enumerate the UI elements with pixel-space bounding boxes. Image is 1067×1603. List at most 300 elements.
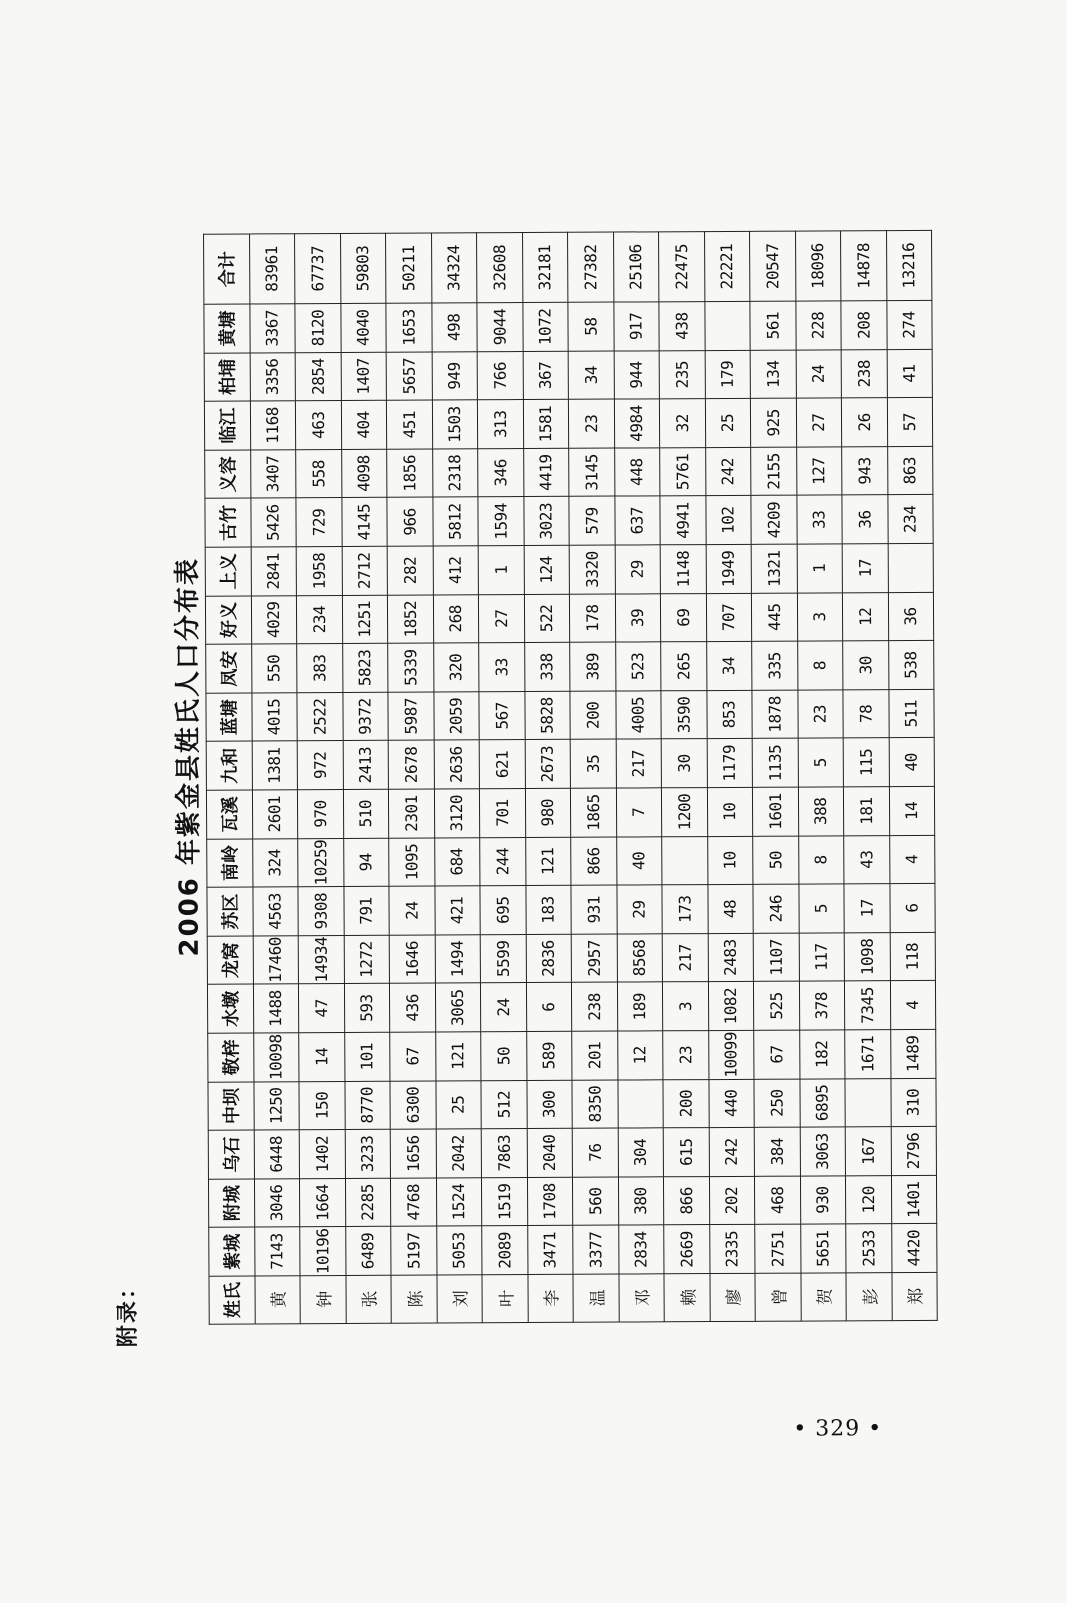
- population-cell: 695: [480, 886, 526, 935]
- population-cell: 2040: [527, 1129, 573, 1178]
- surname-cell: 陈: [391, 1275, 437, 1323]
- population-cell: 567: [479, 691, 525, 740]
- population-cell: 3233: [345, 1129, 391, 1178]
- population-cell: 14934: [298, 935, 344, 984]
- population-cell: 8120: [295, 304, 341, 353]
- population-cell: 550: [251, 644, 297, 693]
- population-cell: 120: [845, 1175, 891, 1224]
- population-cell: 36: [842, 495, 888, 544]
- population-cell: 1: [478, 546, 524, 595]
- population-cell: 944: [614, 351, 660, 400]
- population-cell: 383: [297, 644, 343, 693]
- surname-cell: 赖: [664, 1274, 710, 1322]
- population-cell: 558: [296, 449, 342, 498]
- population-cell: 4: [890, 981, 936, 1030]
- surname-cell: 李: [527, 1274, 573, 1322]
- population-cell: 10259: [298, 838, 344, 887]
- surname-cell: 叶: [482, 1275, 528, 1323]
- population-cell: 1179: [707, 739, 753, 788]
- table-row: [340, 233, 391, 1323]
- population-cell: 1072: [522, 302, 568, 351]
- population-cell: 1581: [523, 400, 569, 449]
- population-cell: 47: [298, 984, 344, 1033]
- population-cell: 4941: [660, 496, 706, 545]
- population-cell: 5657: [386, 352, 432, 401]
- population-cell: 3145: [569, 448, 615, 497]
- population-cell: 440: [708, 1079, 754, 1128]
- population-cell: 18096: [795, 231, 841, 301]
- population-cell: 1402: [299, 1130, 345, 1179]
- population-cell: 1200: [661, 788, 707, 837]
- population-cell: 2712: [342, 546, 388, 595]
- population-cell: 1321: [751, 544, 797, 593]
- population-cell: 346: [478, 448, 524, 497]
- population-cell: 50: [753, 836, 799, 885]
- population-cell: 2836: [526, 934, 572, 983]
- table-row: [704, 231, 755, 1321]
- population-cell: 13216: [886, 231, 932, 301]
- population-cell: 1524: [436, 1178, 482, 1227]
- column-header: 古竹: [205, 498, 251, 547]
- population-cell: 1095: [389, 838, 435, 887]
- population-cell: 5599: [480, 934, 526, 983]
- population-cell: 4040: [340, 303, 386, 352]
- population-cell: 853: [706, 690, 752, 739]
- surname-cell: 刘: [436, 1275, 482, 1323]
- population-cell: 863: [887, 446, 933, 495]
- surname-cell: 邓: [618, 1274, 664, 1322]
- population-cell: 30: [661, 739, 707, 788]
- population-cell: 217: [662, 933, 708, 982]
- surname-cell: 张: [345, 1275, 391, 1323]
- population-cell: 8770: [344, 1081, 390, 1130]
- population-cell: 40: [616, 836, 662, 885]
- population-cell: 23: [663, 1031, 709, 1080]
- population-cell: 378: [799, 981, 845, 1030]
- table-row: [477, 233, 528, 1323]
- population-cell: 17: [844, 884, 890, 933]
- population-cell: 1646: [389, 935, 435, 984]
- population-cell: 22475: [659, 232, 705, 302]
- population-cell: 4005: [615, 691, 661, 740]
- population-cell: 189: [617, 982, 663, 1031]
- population-cell: 27: [478, 594, 524, 643]
- population-cell: 463: [295, 401, 341, 450]
- population-cell: 173: [662, 885, 708, 934]
- population-cell: 217: [616, 739, 662, 788]
- population-cell: 966: [387, 498, 433, 547]
- document-title: 2006 年紫金县姓氏人口分布表: [172, 557, 205, 957]
- population-cell: 1107: [753, 933, 799, 982]
- population-cell: 274: [886, 301, 932, 350]
- surname-cell: 曾: [755, 1273, 801, 1321]
- population-cell: [888, 543, 934, 592]
- population-cell: 2636: [434, 740, 480, 789]
- population-cell: 389: [570, 642, 616, 691]
- population-cell: 2533: [846, 1224, 892, 1273]
- column-header: 九和: [206, 741, 252, 790]
- appendix-label: 附录：: [115, 1275, 141, 1348]
- population-cell: 421: [434, 886, 480, 935]
- population-cell: 14878: [841, 231, 887, 301]
- population-cell: 228: [795, 301, 841, 350]
- population-cell: 324: [252, 838, 298, 887]
- population-cell: 10098: [253, 1033, 299, 1082]
- population-cell: 2957: [571, 934, 617, 983]
- population-cell: 1250: [253, 1081, 299, 1130]
- population-cell: 445: [751, 593, 797, 642]
- population-cell: 234: [296, 595, 342, 644]
- population-cell: 41: [887, 349, 933, 398]
- population-cell: 579: [569, 497, 615, 546]
- population-cell: 24: [480, 983, 526, 1032]
- population-cell: 525: [753, 982, 799, 1031]
- population-cell: [704, 301, 750, 350]
- table-header-row: [204, 234, 255, 1324]
- population-cell: 12: [617, 1031, 663, 1080]
- population-cell: 115: [843, 738, 889, 787]
- population-cell: 10099: [708, 1030, 754, 1079]
- population-cell: 335: [752, 641, 798, 690]
- population-cell: 4768: [390, 1178, 436, 1227]
- population-cell: 3063: [800, 1127, 846, 1176]
- population-cell: 5828: [524, 691, 570, 740]
- population-cell: 1488: [253, 984, 299, 1033]
- population-cell: 238: [841, 349, 887, 398]
- table-row: [750, 231, 801, 1321]
- table-row: [795, 231, 846, 1321]
- population-cell: 707: [706, 593, 752, 642]
- population-cell: 23: [797, 690, 843, 739]
- column-header: 瓦溪: [206, 790, 252, 839]
- population-cell: 510: [343, 789, 389, 838]
- population-cell: 1708: [527, 1177, 573, 1226]
- population-cell: 26: [841, 398, 887, 447]
- population-cell: 25: [435, 1080, 481, 1129]
- population-cell: 866: [571, 837, 617, 886]
- column-header: 凤安: [206, 644, 252, 693]
- population-cell: 1671: [845, 1030, 891, 1079]
- population-cell: 20547: [750, 231, 796, 301]
- population-cell: 265: [661, 642, 707, 691]
- population-cell: 1601: [752, 787, 798, 836]
- population-cell: 7863: [481, 1129, 527, 1178]
- population-cell: 2335: [709, 1225, 755, 1274]
- population-cell: 304: [618, 1128, 664, 1177]
- population-cell: 2413: [343, 741, 389, 790]
- population-cell: 1494: [435, 935, 481, 984]
- population-cell: 179: [705, 350, 751, 399]
- population-cell: 684: [434, 837, 480, 886]
- population-cell: 1401: [891, 1175, 937, 1224]
- population-cell: 101: [344, 1032, 390, 1081]
- population-cell: [662, 836, 708, 885]
- population-cell: 943: [842, 447, 888, 496]
- column-header: 敬梓: [208, 1033, 254, 1082]
- population-cell: 451: [386, 400, 432, 449]
- population-cell: 1594: [478, 497, 524, 546]
- table-row: [431, 233, 482, 1323]
- column-header: 南岭: [207, 839, 253, 888]
- population-cell: 32181: [522, 232, 568, 302]
- population-cell: 930: [800, 1176, 846, 1225]
- table-row: [613, 232, 664, 1322]
- population-cell: 121: [435, 1032, 481, 1081]
- population-cell: 59803: [340, 233, 386, 303]
- population-cell: 3120: [434, 789, 480, 838]
- population-cell: 7143: [254, 1227, 300, 1276]
- population-cell: 980: [525, 788, 571, 837]
- population-cell: 29: [616, 885, 662, 934]
- population-cell: 102: [705, 496, 751, 545]
- population-cell: 8350: [572, 1080, 618, 1129]
- column-header: 中坝: [208, 1082, 254, 1131]
- surname-cell: 黄: [254, 1276, 300, 1324]
- population-cell: 615: [663, 1128, 709, 1177]
- population-cell: 1082: [708, 982, 754, 1031]
- table-row: [841, 231, 892, 1321]
- column-header: 水墩: [207, 984, 253, 1033]
- population-cell: 560: [572, 1177, 618, 1226]
- rotated-content: [97, 143, 973, 1348]
- population-cell: 1856: [387, 449, 433, 498]
- population-cell: 4984: [614, 399, 660, 448]
- population-cell: 384: [754, 1127, 800, 1176]
- population-cell: 3023: [523, 497, 569, 546]
- population-cell: 1878: [752, 690, 798, 739]
- population-cell: 78: [843, 689, 889, 738]
- population-cell: 6895: [799, 1078, 845, 1127]
- surname-cell: 郑: [891, 1272, 937, 1320]
- population-cell: 4145: [341, 498, 387, 547]
- population-cell: 6489: [345, 1227, 391, 1276]
- population-cell: 766: [477, 351, 523, 400]
- population-cell: 1656: [390, 1129, 436, 1178]
- population-cell: 150: [299, 1081, 345, 1130]
- population-cell: 6: [889, 884, 935, 933]
- population-cell: 57: [887, 398, 933, 447]
- population-cell: 17: [842, 544, 888, 593]
- population-cell: 3377: [573, 1225, 619, 1274]
- population-cell: 412: [433, 546, 479, 595]
- population-cell: 181: [843, 787, 889, 836]
- page-number: • 329 •: [793, 1416, 883, 1442]
- population-cell: 4209: [751, 496, 797, 545]
- population-cell: 34324: [431, 233, 477, 303]
- population-cell: 5651: [800, 1224, 846, 1273]
- population-cell: 33: [479, 643, 525, 692]
- population-cell: 6300: [390, 1081, 436, 1130]
- surname-cell: 温: [573, 1274, 619, 1322]
- population-cell: 3046: [254, 1179, 300, 1228]
- population-cell: 244: [480, 837, 526, 886]
- population-cell: 48: [707, 885, 753, 934]
- column-header: 上义: [205, 547, 251, 596]
- column-header: 义容: [205, 450, 251, 499]
- population-cell: 8568: [617, 934, 663, 983]
- population-cell: 9372: [342, 692, 388, 741]
- population-cell: 183: [525, 886, 571, 935]
- population-cell: 76: [572, 1128, 618, 1177]
- population-cell: 388: [798, 787, 844, 836]
- population-cell: 949: [432, 351, 478, 400]
- surname-population-table: [203, 230, 938, 1325]
- population-cell: 234: [887, 495, 933, 544]
- population-cell: 1865: [570, 788, 616, 837]
- population-cell: 2522: [297, 692, 343, 741]
- population-cell: 866: [663, 1176, 709, 1225]
- population-cell: 404: [341, 401, 387, 450]
- population-cell: 2673: [525, 740, 571, 789]
- population-cell: 10: [707, 787, 753, 836]
- population-cell: 9044: [477, 303, 523, 352]
- population-cell: 538: [888, 641, 934, 690]
- population-cell: 208: [841, 301, 887, 350]
- table-row: [659, 232, 710, 1322]
- population-cell: 1135: [752, 739, 798, 788]
- population-cell: 2483: [708, 933, 754, 982]
- population-cell: 200: [663, 1079, 709, 1128]
- population-cell: 242: [705, 447, 751, 496]
- population-cell: 27: [796, 398, 842, 447]
- population-cell: 117: [799, 933, 845, 982]
- population-cell: 235: [659, 350, 705, 399]
- column-header: 紫城: [209, 1227, 255, 1276]
- column-header: 蓝塘: [206, 693, 252, 742]
- population-cell: 12: [842, 592, 888, 641]
- population-cell: 182: [799, 1030, 845, 1079]
- population-cell: 621: [479, 740, 525, 789]
- population-cell: 300: [526, 1080, 572, 1129]
- population-cell: 50211: [386, 233, 432, 303]
- population-cell: 178: [569, 594, 615, 643]
- population-cell: 4563: [252, 887, 298, 936]
- surname-cell: 廖: [709, 1273, 755, 1321]
- population-cell: 40: [889, 738, 935, 787]
- column-header: 乌石: [208, 1130, 254, 1179]
- column-header: 临江: [204, 401, 250, 450]
- population-cell: 23: [568, 399, 614, 448]
- population-cell: 3065: [435, 983, 481, 1032]
- population-cell: 1407: [341, 352, 387, 401]
- population-cell: 32: [659, 399, 705, 448]
- population-cell: 2841: [251, 547, 297, 596]
- population-cell: 931: [571, 885, 617, 934]
- population-cell: 3320: [569, 545, 615, 594]
- population-cell: 5987: [388, 692, 434, 741]
- population-cell: 9308: [298, 887, 344, 936]
- population-cell: 5761: [660, 447, 706, 496]
- population-cell: 1272: [344, 935, 390, 984]
- population-cell: 127: [796, 447, 842, 496]
- population-cell: [845, 1078, 891, 1127]
- population-cell: 33: [796, 495, 842, 544]
- population-cell: 2059: [433, 692, 479, 741]
- population-cell: 238: [571, 982, 617, 1031]
- table-row: [886, 231, 937, 1321]
- population-cell: 22221: [704, 231, 750, 301]
- population-cell: 200: [570, 691, 616, 740]
- population-cell: 250: [754, 1079, 800, 1128]
- population-cell: 14: [299, 1033, 345, 1082]
- population-cell: 5: [798, 738, 844, 787]
- population-cell: 1653: [386, 303, 432, 352]
- population-cell: 523: [615, 642, 661, 691]
- table-body: [249, 231, 937, 1324]
- population-cell: 925: [750, 398, 796, 447]
- population-cell: 2301: [388, 789, 434, 838]
- population-cell: 17460: [253, 936, 299, 985]
- population-cell: 1: [797, 544, 843, 593]
- surname-cell: 贺: [800, 1273, 846, 1321]
- table-row: [295, 234, 346, 1324]
- population-cell: 8: [798, 836, 844, 885]
- population-cell: 10196: [300, 1227, 346, 1276]
- column-header: 附城: [208, 1179, 254, 1228]
- population-cell: 2155: [751, 447, 797, 496]
- column-header: 好义: [205, 596, 251, 645]
- population-cell: 2042: [436, 1129, 482, 1178]
- population-cell: 791: [343, 886, 389, 935]
- population-cell: 7345: [844, 981, 890, 1030]
- population-cell: 5197: [391, 1226, 437, 1275]
- population-cell: 246: [753, 884, 799, 933]
- population-cell: 94: [343, 838, 389, 887]
- population-cell: 2669: [664, 1225, 710, 1274]
- population-cell: 589: [526, 1031, 572, 1080]
- population-cell: 380: [618, 1177, 664, 1226]
- population-cell: 29: [615, 545, 661, 594]
- population-cell: 1381: [252, 741, 298, 790]
- population-cell: 511: [888, 689, 934, 738]
- population-cell: 4015: [251, 693, 297, 742]
- population-cell: 3: [662, 982, 708, 1031]
- population-cell: 27382: [568, 232, 614, 302]
- column-header: 合计: [204, 234, 250, 304]
- population-cell: 2285: [345, 1178, 391, 1227]
- population-cell: 1148: [660, 545, 706, 594]
- population-cell: 2796: [891, 1127, 937, 1176]
- population-cell: 468: [754, 1176, 800, 1225]
- population-cell: 522: [524, 594, 570, 643]
- population-cell: 118: [890, 932, 936, 981]
- population-cell: 3471: [527, 1226, 573, 1275]
- population-cell: 134: [750, 350, 796, 399]
- population-cell: 32608: [477, 233, 523, 303]
- table-row: [568, 232, 619, 1322]
- population-cell: 83961: [249, 234, 295, 304]
- population-cell: 50: [481, 1032, 527, 1081]
- population-cell: 2318: [432, 449, 478, 498]
- population-cell: 69: [660, 593, 706, 642]
- population-cell: 121: [525, 837, 571, 886]
- population-cell: 2834: [618, 1225, 664, 1274]
- population-cell: 5823: [342, 644, 388, 693]
- population-cell: 3407: [250, 450, 296, 499]
- population-cell: 338: [524, 643, 570, 692]
- column-header: 柏埔: [204, 353, 250, 402]
- population-cell: 637: [614, 496, 660, 545]
- population-cell: 36: [888, 592, 934, 641]
- population-cell: 701: [479, 789, 525, 838]
- population-cell: 1949: [706, 544, 752, 593]
- population-cell: 498: [431, 303, 477, 352]
- population-cell: 4029: [251, 595, 297, 644]
- population-cell: 34: [706, 642, 752, 691]
- population-cell: 512: [481, 1080, 527, 1129]
- population-cell: 1168: [250, 401, 296, 450]
- population-cell: 67: [754, 1030, 800, 1079]
